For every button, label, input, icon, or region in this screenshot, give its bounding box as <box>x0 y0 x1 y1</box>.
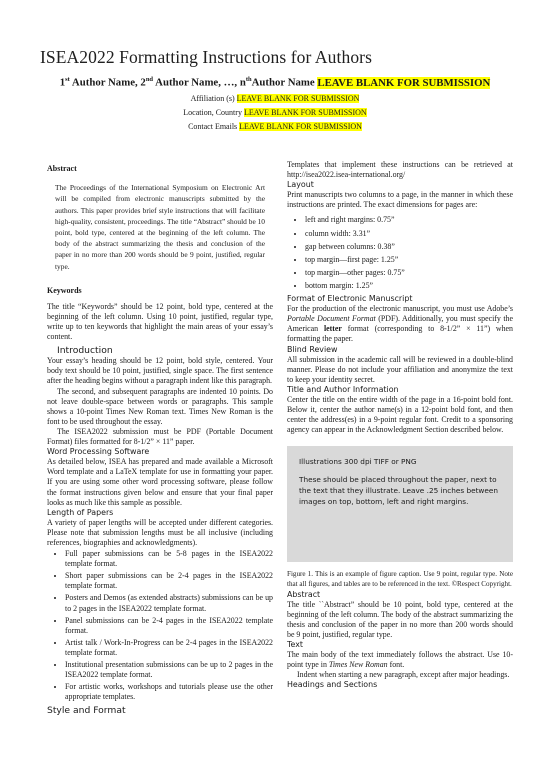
author-line <box>0 76 550 89</box>
list-item: • Artist talk / Work-In-Progress can be 2-4 pages in the ISEA2022 template format. <box>65 638 273 658</box>
text-body-part: The main body of the text immediately follows the abstract. Use 10-point type in <box>287 650 513 670</box>
word-processing-heading: Word Processing Software <box>47 447 150 457</box>
figure-placeholder <box>287 446 513 562</box>
title-author-body: Center the title on the entire width of the page in a 16-point bold font. Below it, center the author name(s) in a 12-point bold font, and then center the address(es) in a 9-point regular font. Credit to a sponsoring agency can appear in the Acknowledgment Section described below. <box>287 394 513 435</box>
page-title: ISEA2022 Formatting Instructions for Authors <box>40 47 373 67</box>
figure-title: Illustrations 300 dpi TIFF or PNG <box>299 457 417 467</box>
location-line <box>0 108 550 117</box>
list-item: • top margin—first page: 1.25” <box>305 255 513 265</box>
format-body <box>287 304 513 344</box>
list-item: • bottom margin: 1.25” <box>305 281 513 291</box>
text-heading: Text <box>287 640 303 649</box>
format-body-part: (PDF). Additionally, you must specify the American <box>287 314 513 334</box>
author-1-number: 1 <box>59 76 66 89</box>
location-blank: LEAVE BLANK FOR SUBMISSION <box>243 108 367 117</box>
right-abstract-body: The title ``Abstract” should be 10 point, bold type, centered at the beginning of the left column. The body of the abstract summarizing the thesis and conclusion of the paper in no more than 200 words should be 9 point, justified, regular type. <box>287 599 513 639</box>
left-column <box>47 160 273 716</box>
blind-review-body: All submission in the academic call will be reviewed in a double-blind manner. Please do not include your affiliation and anonymize the text to keep your identity secret. <box>287 354 513 384</box>
length-body: A variety of paper lengths will be accepted under different categories. Please note that submission lengths must be all inclusive (including references, biographies and acknowledgments). <box>47 517 273 547</box>
format-body-part: format (corresponding to 8-1/2” × 11”) when formatting the paper. <box>287 324 513 344</box>
location-label: Location, Country <box>183 108 244 117</box>
layout-body: Print manuscripts two columns to a page, in the manner in which these instructions are printed. The exact dimensions for pages are: <box>287 190 513 210</box>
intro-paragraph-2: The second, and subsequent paragraphs are indented 10 points. Do not leave double-space between words or paragraphs. This sample shows a 10-point Times New Roman text. Times New Roman is the font to be used throughout the essay. <box>47 386 273 426</box>
author-n-sup: th <box>245 76 252 83</box>
blind-review-heading: Blind Review <box>287 344 338 354</box>
author-blank-highlight: LEAVE BLANK FOR SUBMISSION <box>317 76 491 89</box>
list-item: • For artistic works, workshops and tutorials please use the other appropriate templates. <box>65 682 273 702</box>
format-heading: Format of Electronic Manuscript <box>287 294 413 304</box>
author-2-number: 2 <box>140 76 146 89</box>
text-body-em: Times New Roman <box>328 660 388 670</box>
layout-heading: Layout <box>287 180 314 190</box>
affiliation-blank: LEAVE BLANK FOR SUBMISSION <box>236 94 360 103</box>
length-bullet-list <box>47 549 273 702</box>
contact-label: Contact Emails <box>188 122 240 131</box>
author-2-sup: nd <box>145 76 154 83</box>
layout-bullet-list <box>287 215 513 291</box>
word-processing-body: As detailed below, ISEA has prepared and made available a Microsoft Word template and a LaTeX template for use in formatting your paper. If you are using some other word processing software, please follow the format instructions given below and ensure that your final paper looks as much like this sample as possible. <box>47 457 273 507</box>
author-1-sup: st <box>65 76 70 83</box>
format-body-em: Portable Document Format <box>287 314 376 324</box>
list-item: • Panel submissions can be 2-4 pages in the ISEA2022 template format. <box>65 616 273 636</box>
author-n-text: Author Name <box>251 76 318 89</box>
format-body-part: For the production of the electronic manuscript, you must use Adobe’s <box>287 304 513 314</box>
text-body-part: font. <box>387 660 405 670</box>
author-1-text: Author Name, <box>69 76 141 89</box>
contact-line <box>0 122 550 131</box>
contact-blank: LEAVE BLANK FOR SUBMISSION <box>239 122 362 131</box>
list-item: • Full paper submissions can be 5-8 pages in the ISEA2022 template format. <box>65 549 273 569</box>
list-item: • gap between columns: 0.38” <box>305 242 513 252</box>
author-2-text: Author Name, …, n <box>153 76 246 89</box>
format-body-bold: letter <box>323 324 342 334</box>
keywords-heading: Keywords <box>47 285 82 295</box>
headings-sections-heading: Headings and Sections <box>287 680 378 690</box>
figure-description: These should be placed throughout the paper, next to the text that they illustrate. Leave .25 inches between images on top, bottom, left and right margins. <box>299 475 498 507</box>
list-item: • column width: 3.31” <box>305 229 513 239</box>
intro-paragraph-3: The ISEA2022 submission must be PDF (Portable Document Format) files formatted for 8-1/2” × 11” paper. <box>47 426 273 447</box>
templates-body: Templates that implement these instructions can be retrieved at http://isea2022.isea-international.org/ <box>287 160 513 180</box>
text-body <box>287 650 513 670</box>
right-column <box>287 160 513 690</box>
intro-heading: Introduction <box>57 345 113 357</box>
intro-paragraph-1: Your essay’s heading should be 12 point, bold style, centered. Your body text should be 10 point, justified, single space. The first sentence after the heading begins without a paragraph indent like this paragraph. <box>47 356 273 386</box>
affiliation-label: Affiliation (s) <box>190 94 237 103</box>
list-item: • left and right margins: 0.75” <box>305 215 513 225</box>
figure-caption: Figure 1. This is an example of figure caption. Use 9 point, regular type. Note that all figures, and tables are to be referenced in the text. ©Respect Copyright. <box>287 570 513 588</box>
style-format-heading: Style and Format <box>47 705 126 717</box>
list-item: • top margin—other pages: 0.75” <box>305 268 513 278</box>
length-heading: Length of Papers <box>47 507 114 517</box>
abstract-heading: Abstract <box>47 164 77 173</box>
title-author-heading: Title and Author Information <box>287 384 399 394</box>
list-item: • Short paper submissions can be 2-4 pages in the ISEA2022 template format. <box>65 571 273 591</box>
list-item: • Posters and Demos (as extended abstracts) submissions can be up to 2 pages in the ISEA2022 template format. <box>65 593 273 613</box>
abstract-body: The Proceedings of the International Symposium on Electronic Art will be compiled from electronic manuscripts submitted by the authors. This paper provides brief style instructions that will facilitate high-quality, consistent, proceedings. The title “Abstract” should be 10 point, bold type, centered at the beginning of the left column. The body of the abstract summarizing the thesis and conclusion of the paper in no more than 200 words should be 9 point, justified, regular type. <box>55 183 265 271</box>
text-body-paragraph-2: Indent when starting a new paragraph, except after major headings. <box>297 670 510 680</box>
right-abstract-heading: Abstract <box>287 589 321 599</box>
keywords-body: The title “Keywords” should be 12 point, bold type, centered at the beginning of the left column. Using 10 point, justified, regular type, write up to ten keywords that highlight the main areas of your essay’s content. <box>47 301 273 342</box>
affiliation-line <box>0 94 550 103</box>
list-item: • Institutional presentation submissions can be up to 2 pages in the ISEA2022 template format. <box>65 660 273 680</box>
